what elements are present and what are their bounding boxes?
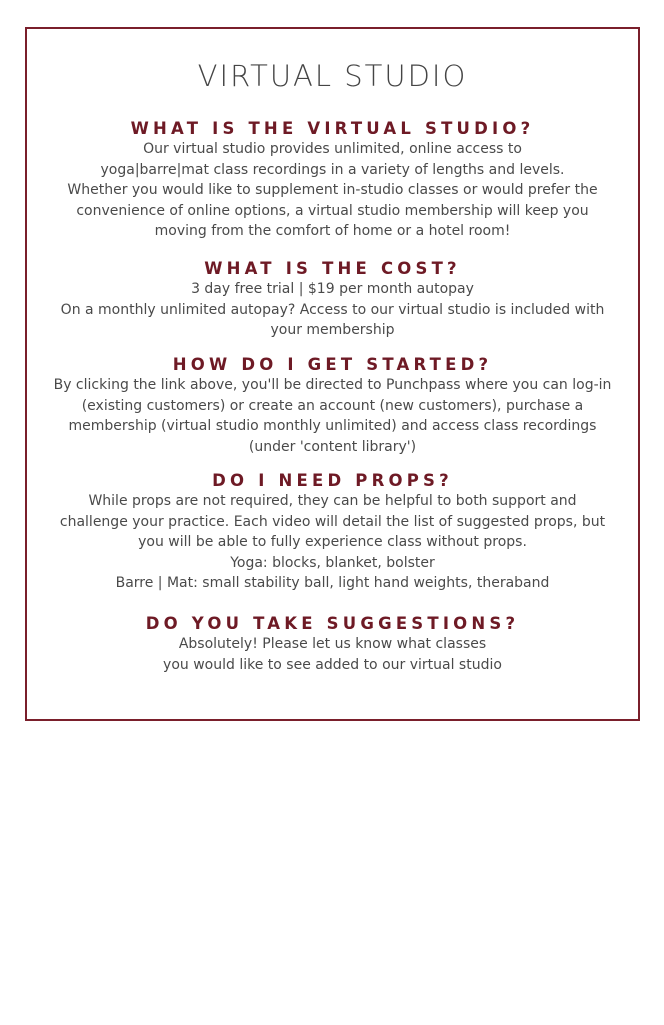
section-heading: WHAT IS THE VIRTUAL STUDIO? [130,119,535,138]
section-heading: WHAT IS THE COST? [204,259,461,278]
section-heading: DO YOU TAKE SUGGESTIONS? [145,614,520,633]
section-text-line: convenience of online options, a virtual studio membership will keep you [76,202,589,219]
section-text-line: Yoga: blocks, blanket, bolster [230,554,435,571]
section-text-line: membership (virtual studio monthly unlimited) and access class recordings [68,418,597,435]
content-frame [25,27,640,721]
section-what-is-virtual-studio [27,119,638,242]
section-props [27,471,638,594]
section-text-line: By clicking the link above, you'll be directed to Punchpass where you can log-in [53,377,612,393]
section-get-started [27,355,638,457]
section-text-line: yoga|barre|mat class recordings in a variety of lengths and levels. [100,161,565,178]
section-text-line: challenge your practice. Each video will detail the list of suggested props, but [59,513,606,530]
page-title: VIRTUAL STUDIO [197,59,468,93]
section-text-line: 3 day free trial | $19 per month autopay [191,281,474,297]
section-heading: HOW DO I GET STARTED? [172,355,493,374]
section-text-line: you will be able to fully experience class without props. [138,534,527,551]
section-text-line: Our virtual studio provides unlimited, online access to [143,141,522,157]
section-text-line: (under 'content library') [248,438,417,455]
section-text-line: (existing customers) or create an account (new customers), purchase a [81,397,584,414]
section-suggestions [27,614,638,675]
section-text-line: Whether you would like to supplement in-studio classes or would prefer the [67,182,598,199]
section-text-line: moving from the comfort of home or a hotel room! [154,223,511,240]
section-text-line: Barre | Mat: small stability ball, light hand weights, theraband [115,575,550,592]
section-text-line: On a monthly unlimited autopay? Access to our virtual studio is included with [60,301,605,318]
section-heading: DO I NEED PROPS? [212,471,453,490]
section-cost [27,259,638,341]
section-text-line: you would like to see added to our virtual studio [163,656,502,673]
section-text-line: your membership [270,322,395,339]
blank-area [0,722,664,1025]
section-text-line: While props are not required, they can be helpful to both support and [88,493,577,509]
section-text-line: Absolutely! Please let us know what classes [178,636,487,652]
